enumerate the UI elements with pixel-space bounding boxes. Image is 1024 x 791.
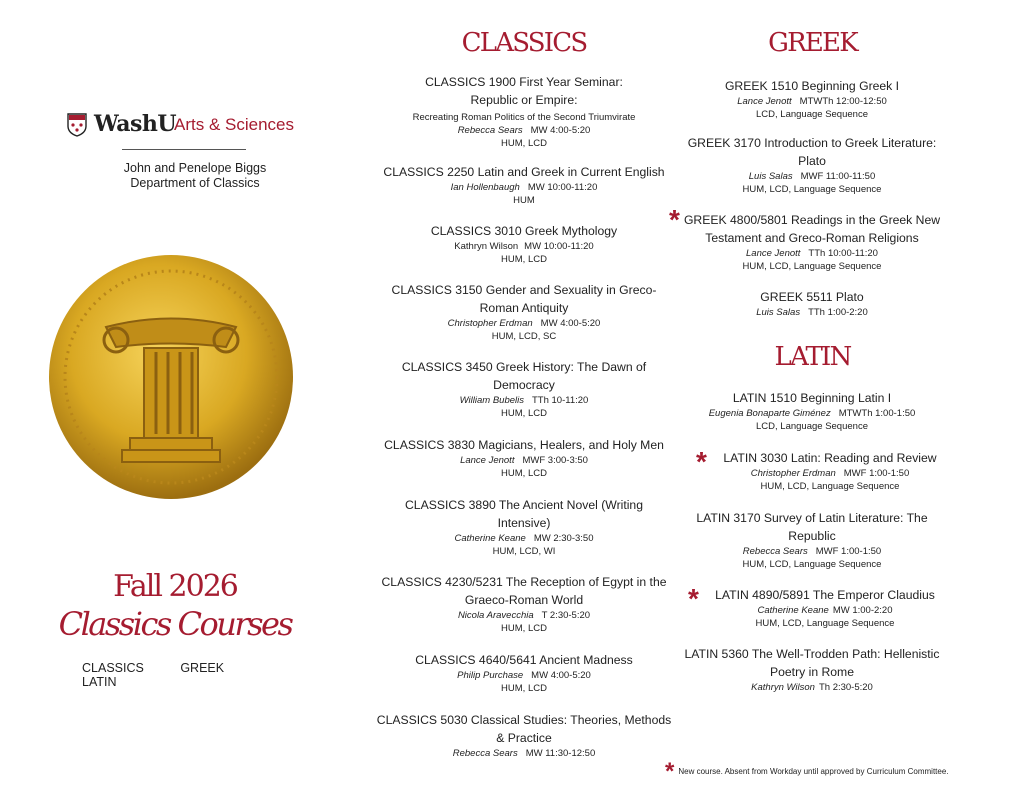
course-time: MWF 3:00-3:50 xyxy=(522,455,588,466)
course-classics-3450 xyxy=(372,358,676,420)
course-title: CLASSICS 1900 First Year Seminar: Republic or Empire: xyxy=(425,75,623,107)
course-greek-5511 xyxy=(682,288,942,319)
course-time: Th 2:30-5:20 xyxy=(818,682,873,693)
course-instructor: Kathryn Wilson xyxy=(751,682,815,693)
course-tags: HUM, LCD, Language Sequence xyxy=(742,261,882,272)
course-time: TTh 10:00-11:20 xyxy=(808,248,878,259)
course-title: CLASSICS 4640/5641 Ancient Madness xyxy=(415,653,633,667)
course-tags: HUM, LCD, WI xyxy=(492,546,556,557)
course-title: CLASSICS 4230/5231 The Reception of Egypt in the Graeco-Roman World xyxy=(381,575,667,607)
course-tags: HUM, LCD xyxy=(501,408,547,419)
course-greek-1510 xyxy=(682,77,942,121)
course-instructor: Rebecca Sears xyxy=(452,748,518,759)
course-title: CLASSICS 3830 Magicians, Healers, and Holy Men xyxy=(384,438,664,452)
course-title: CLASSICS 3010 Greek Mythology xyxy=(430,224,618,238)
course-title: LATIN 5360 The Well-Trodden Path: Hellenistic Poetry in Rome xyxy=(684,647,940,679)
course-greek-3170 xyxy=(682,134,942,196)
course-instructor: Kathryn Wilson xyxy=(454,241,519,252)
course-time: TTh 1:00-2:20 xyxy=(808,307,868,318)
course-time: MWF 1:00-1:50 xyxy=(843,468,910,479)
course-title: LATIN 3030 Latin: Reading and Review xyxy=(723,451,937,465)
course-classics-5030 xyxy=(372,711,676,760)
course-instructor: Philip Purchase xyxy=(457,670,524,681)
course-latin-3170 xyxy=(682,509,942,571)
course-time: MTWTh 12:00-12:50 xyxy=(799,96,887,107)
course-tags: HUM, LCD xyxy=(501,254,547,265)
course-time: MWF 1:00-1:50 xyxy=(815,546,882,557)
course-instructor: Christopher Erdman xyxy=(750,468,836,479)
course-instructor: Catherine Keane xyxy=(454,533,526,544)
course-classics-2250 xyxy=(372,163,676,207)
course-time: MW 1:00-2:20 xyxy=(832,605,893,616)
course-title: LATIN 1510 Beginning Latin I xyxy=(732,391,892,405)
footnote xyxy=(665,758,1005,786)
course-tags: HUM, LCD xyxy=(501,138,547,149)
section-heading-classics: CLASSICS xyxy=(461,28,587,58)
department-line-1: John and Penelope Biggs xyxy=(123,161,267,175)
course-tags: LCD, Language Sequence xyxy=(756,109,868,120)
section-heading-latin: LATIN xyxy=(774,342,851,372)
course-instructor: William Bubelis xyxy=(459,395,524,406)
course-time: MTWTh 1:00-1:50 xyxy=(838,408,916,419)
course-classics-4640 xyxy=(372,651,676,695)
course-greek-4800 xyxy=(682,211,942,273)
course-title: GREEK 5511 Plato xyxy=(760,290,864,304)
course-time: MW 4:00-5:20 xyxy=(530,125,591,136)
brand-wordmark: WashU xyxy=(94,111,177,137)
course-tags: HUM, LCD, Language Sequence xyxy=(742,184,882,195)
course-time: MW 2:30-3:50 xyxy=(533,533,594,544)
gold-coin-image xyxy=(46,252,296,502)
course-classics-3890 xyxy=(372,496,676,558)
new-course-asterisk-icon: * xyxy=(688,583,699,614)
course-title: LATIN 4890/5891 The Emperor Claudius xyxy=(715,588,935,602)
course-time: MWF 11:00-11:50 xyxy=(800,171,876,182)
course-time: MW 4:00-5:20 xyxy=(531,670,591,681)
section-nav xyxy=(82,661,312,689)
course-title: LATIN 3170 Survey of Latin Literature: The Republic xyxy=(696,511,928,543)
course-tags: HUM, LCD, SC xyxy=(491,331,557,342)
section-heading-greek: GREEK xyxy=(768,28,857,58)
course-latin-1510 xyxy=(682,389,942,433)
brand-school: Arts & Sciences xyxy=(174,115,294,134)
course-title: CLASSICS 3450 Greek History: The Dawn of Democracy xyxy=(401,360,647,392)
course-tags: HUM, LCD xyxy=(501,623,547,634)
department-name xyxy=(80,161,310,191)
asterisk-icon: * xyxy=(665,758,675,785)
course-tags: HUM, LCD, Language Sequence xyxy=(742,559,882,570)
course-instructor: Lance Jenott xyxy=(460,455,515,466)
course-instructor: Luis Salas xyxy=(748,171,793,182)
course-latin-5360 xyxy=(682,645,942,694)
course-title: CLASSICS 3150 Gender and Sexuality in Greco-Roman Antiquity xyxy=(391,283,657,315)
course-classics-3010 xyxy=(372,222,676,266)
washu-logo xyxy=(67,111,307,141)
course-time: MW 10:00-11:20 xyxy=(527,182,598,193)
course-classics-1900 xyxy=(372,73,676,150)
new-course-asterisk-icon: * xyxy=(669,204,680,235)
course-instructor: Eugenia Bonaparte Giménez xyxy=(708,408,831,419)
term-title: Fall 2026 xyxy=(113,569,237,604)
course-instructor: Lance Jenott xyxy=(746,248,801,259)
course-time: TTh 10-11:20 xyxy=(532,395,589,406)
course-title: CLASSICS 5030 Classical Studies: Theories, Methods & Practice xyxy=(376,713,672,745)
course-tags: HUM, LCD, Language Sequence xyxy=(755,618,895,629)
course-tags: HUM xyxy=(513,195,535,206)
course-instructor: Nicola Aravecchia xyxy=(457,610,534,621)
course-tags: LCD, Language Sequence xyxy=(756,421,868,432)
course-classics-3150 xyxy=(372,281,676,343)
department-line-2: Department of Classics xyxy=(130,176,260,190)
course-latin-4890 xyxy=(700,586,950,630)
new-course-asterisk-icon: * xyxy=(696,446,707,477)
course-time: MW 11:30-12:50 xyxy=(525,748,596,759)
footnote-text: New course. Absent from Workday until approved by Curriculum Committee. xyxy=(678,767,949,777)
course-classics-3830 xyxy=(372,436,676,480)
course-tags: HUM, LCD, Language Sequence xyxy=(760,481,900,492)
shield-icon xyxy=(67,113,87,137)
course-instructor: Luis Salas xyxy=(756,307,801,318)
course-title: GREEK 1510 Beginning Greek I xyxy=(724,79,900,93)
course-instructor: Rebecca Sears xyxy=(742,546,808,557)
course-title: CLASSICS 2250 Latin and Greek in Current English xyxy=(383,165,665,179)
nav-latin[interactable]: LATIN xyxy=(82,675,117,689)
course-classics-4230 xyxy=(372,573,676,635)
course-instructor: Lance Jenott xyxy=(737,96,792,107)
logo-divider xyxy=(122,149,246,150)
course-tags: HUM, LCD xyxy=(501,683,547,694)
nav-classics[interactable]: CLASSICS xyxy=(82,661,144,675)
course-title: CLASSICS 3890 The Ancient Novel (Writing Intensive) xyxy=(404,498,643,530)
course-time: T 2:30-5:20 xyxy=(541,610,591,621)
course-time: MW 4:00-5:20 xyxy=(540,318,601,329)
course-instructor: Rebecca Sears xyxy=(457,125,523,136)
term-subtitle: Classics Courses xyxy=(58,605,292,643)
course-time: MW 10:00-11:20 xyxy=(524,241,594,252)
course-title: GREEK 4800/5801 Readings in the Greek New Testament and Greco-Roman Religions xyxy=(683,213,941,245)
course-instructor: Catherine Keane xyxy=(757,605,829,616)
course-tags: HUM, LCD xyxy=(501,468,547,479)
course-subtitle: Recreating Roman Politics of the Second Triumvirate xyxy=(412,112,636,123)
course-title: GREEK 3170 Introduction to Greek Literature: Plato xyxy=(687,136,937,168)
nav-greek[interactable]: GREEK xyxy=(180,661,225,675)
course-instructor: Christopher Erdman xyxy=(447,318,533,329)
course-instructor: Ian Hollenbaugh xyxy=(450,182,520,193)
course-latin-3030 xyxy=(705,449,955,493)
